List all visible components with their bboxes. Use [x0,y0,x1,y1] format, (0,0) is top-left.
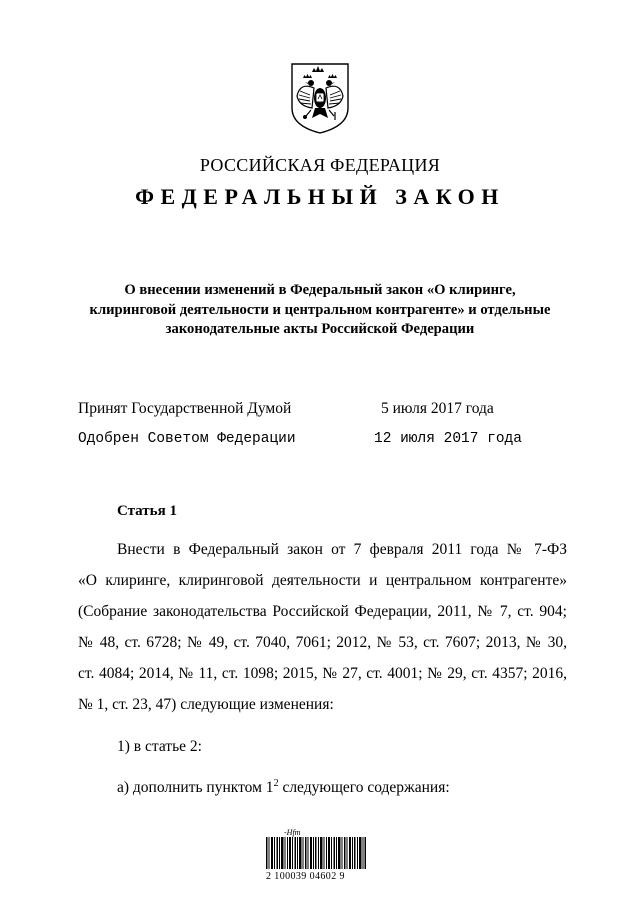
item-a-text: а) дополнить пунктом 1 [117,779,274,797]
barcode-number: 2 100039 04602 9 [266,871,345,882]
article-text-line: Внести в Федеральный закон от 7 февраля 2011 года № 7-ФЗ [117,541,567,558]
article-heading: Статья 1 [117,503,177,519]
item-a-text-end: следующего содержания: [278,779,450,797]
adoption-duma-label: Принят Государственной Думой [78,400,292,417]
law-title-line: О внесении изменений в Федеральный закон «О клиринге, [124,282,516,298]
article-text-line: № 48, ст. 6728; № 49, ст. 7040, 7061; 2012, № 53, ст. 7607; 2013, № 30, [78,634,567,651]
item-1: 1) в статье 2: [117,738,202,755]
adoption-council-label: Одобрен Советом Федерации [78,431,296,447]
article-text-line: (Собрание законодательства Российской Федерации, 2011, № 7, ст. 904; [78,603,567,620]
item-a-superscript: 2 [273,778,279,789]
item-a [117,778,450,797]
law-title [80,281,560,340]
law-title-line: клиринговой деятельности и центральном контрагенте» и отдельные [89,301,551,318]
law-title-line: законодательные акты Российской Федерации [165,321,475,337]
article-text-line: ст. 4084; 2014, № 11, ст. 1098; 2015, № 27, ст. 4001; № 29, ст. 4357; 2016, [78,665,567,682]
document-type: ФЕДЕРАЛЬНЫЙ ЗАКОН [135,184,505,209]
barcode-mark: -Hfm [284,828,301,837]
adoption-duma-date: 5 июля 2017 года [381,400,494,417]
country-name: РОССИЙСКАЯ ФЕДЕРАЦИЯ [199,155,441,175]
barcode [262,828,380,888]
article-text-line: «О клиринге, клиринговой деятельности и центральном контрагенте» [78,572,567,589]
barcode-icon [266,837,366,869]
article-text-line: № 1, ст. 23, 47) следующие изменения: [78,696,334,713]
coat-of-arms-icon [286,60,354,135]
adoption-council-date: 12 июля 2017 года [374,431,522,447]
